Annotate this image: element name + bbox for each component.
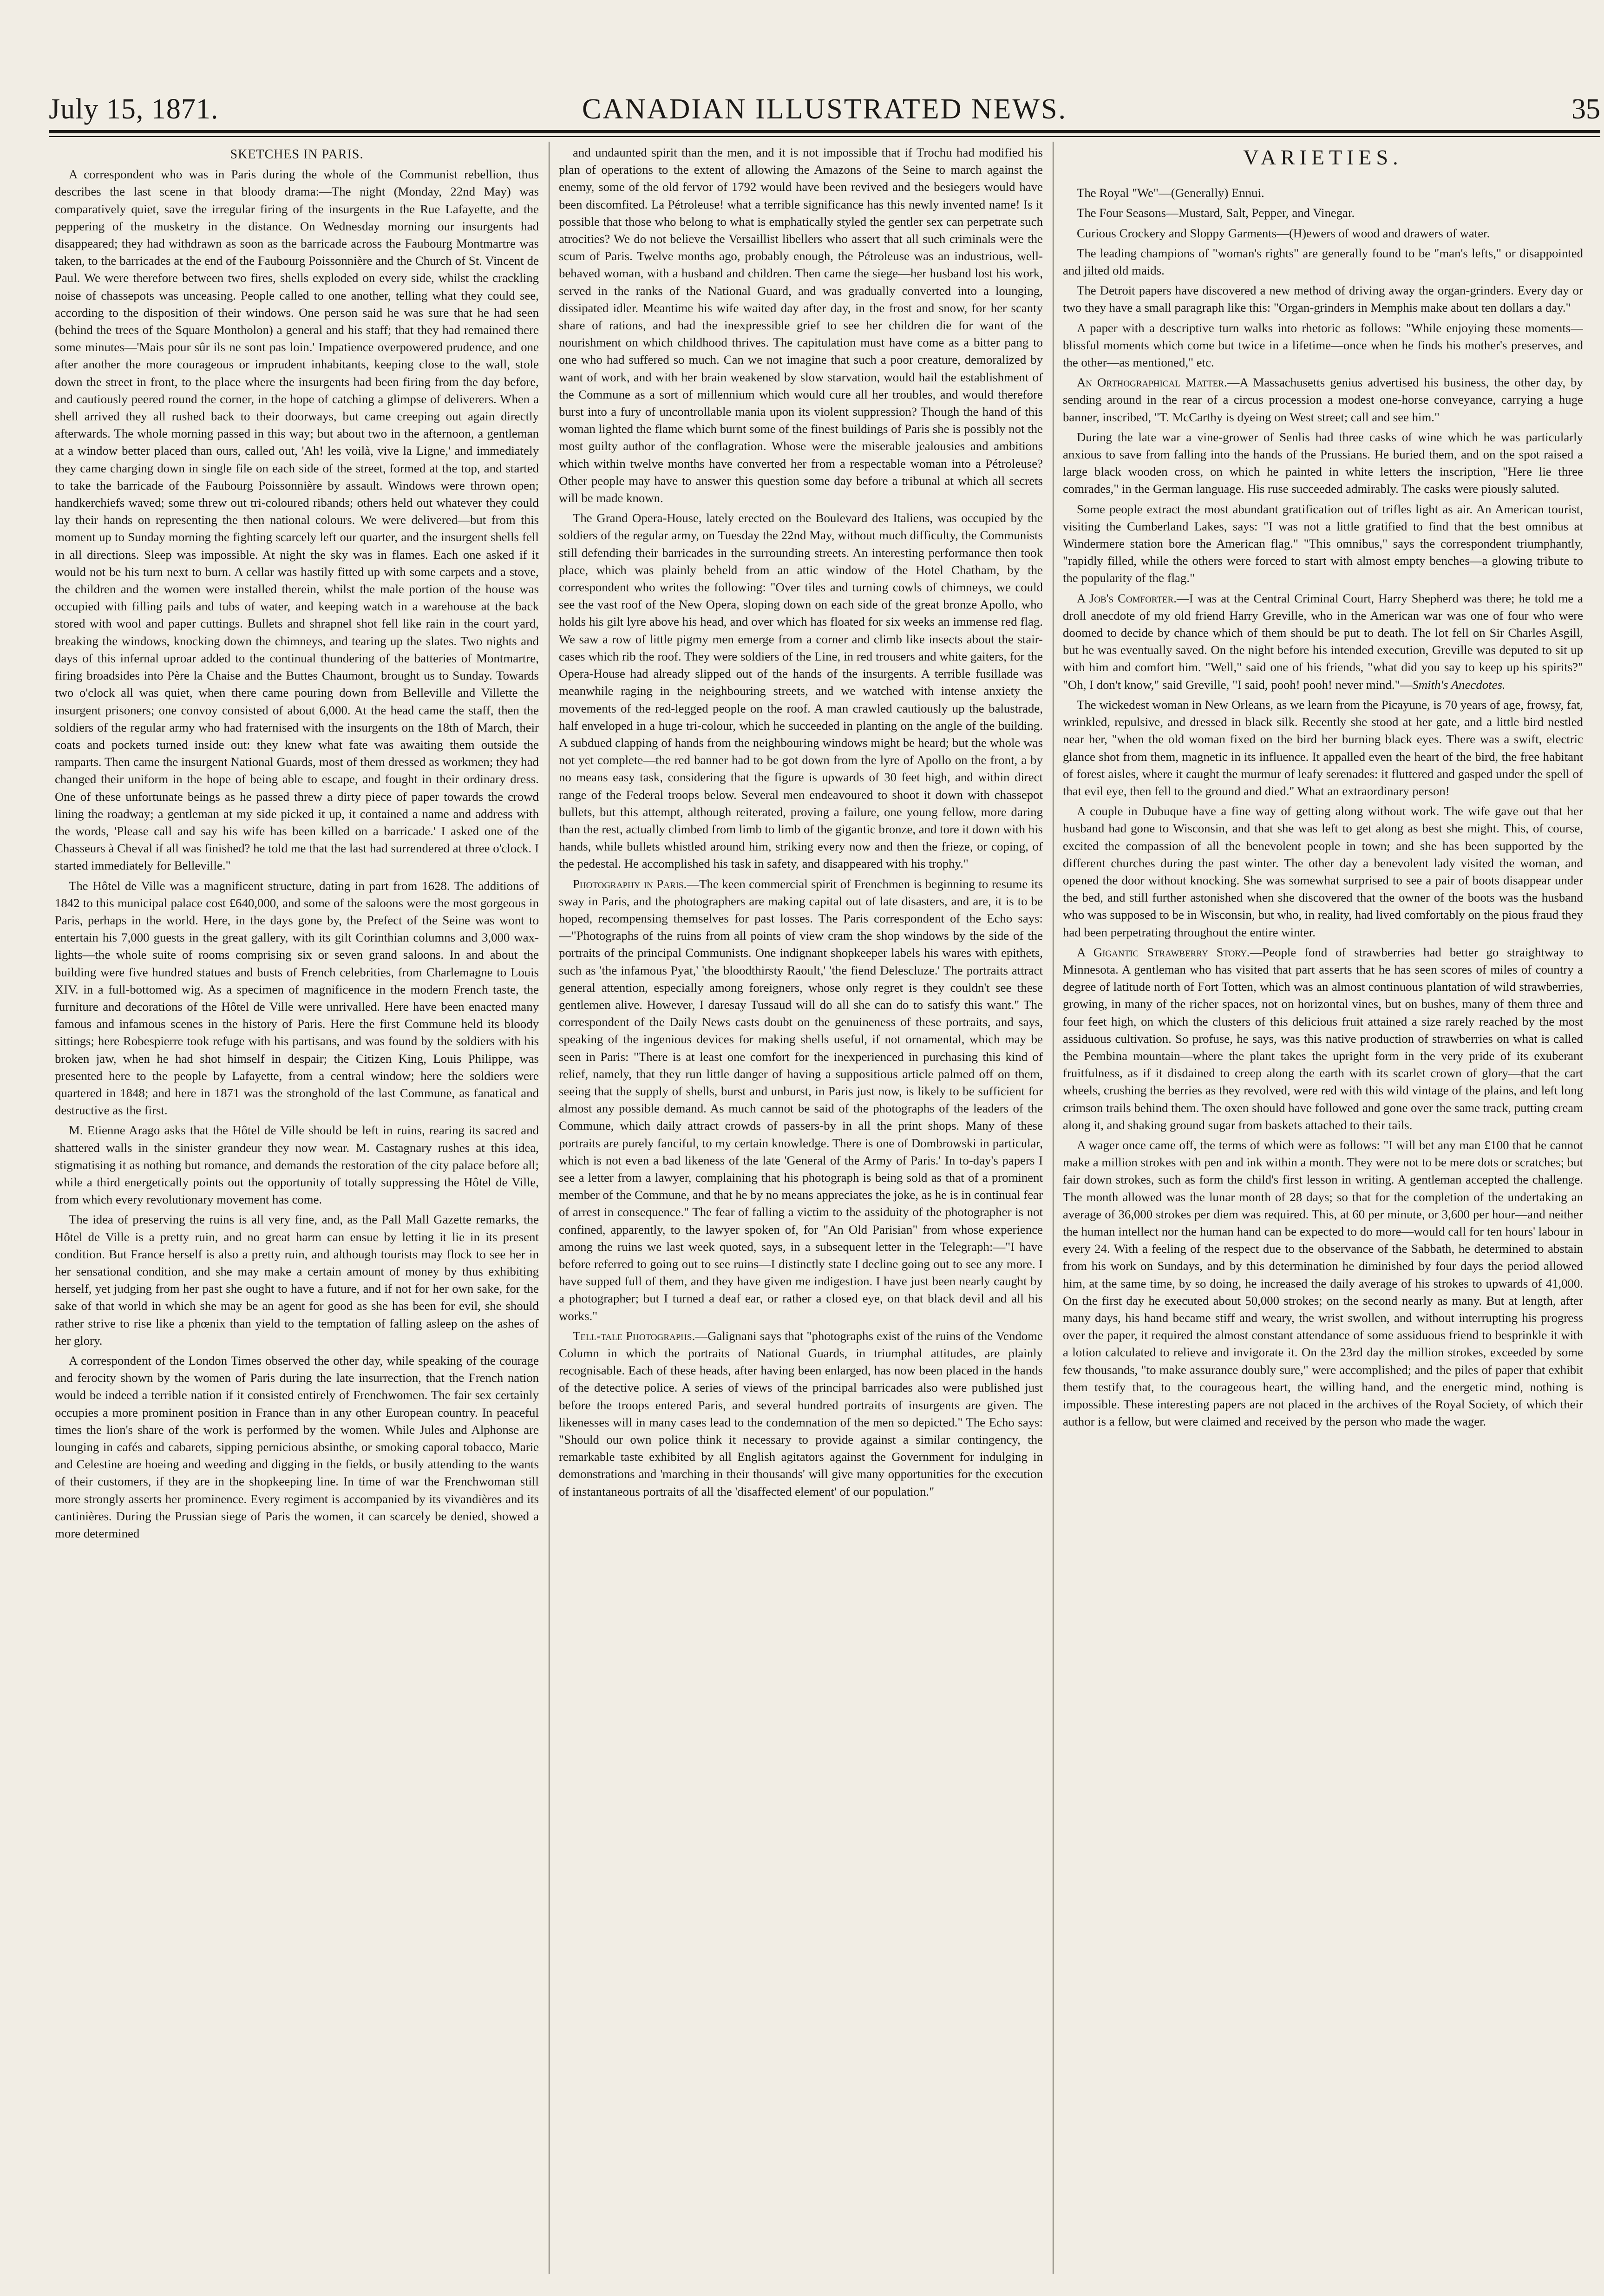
paragraph: A correspondent who was in Paris during the whole of the Communist rebellion, thus describes the last scene in that bloody drama:—The night (Monday, 22nd May) was comparatively quiet, save the irregular firing of the insurgents in the Rue Lafayette, and the peppering of the musketry in the distance. On Wednesday morning our insurgents had disappeared; they had withdrawn as soon as the barricade across the Faubourg Montmartre was taken, to the barricades at the end of the Faubourg Poissonnière and the Church of St. Vincent de Paul. We were therefore between two fires, shells exploded on every side, whilst the crackling noise of chassepots was unceasing. People called to one another, telling what they could see, according to the disposition of their windows. One person said he was sure that he had seen (behind the trees of the Square Montholon) a general and his staff; that they had remained there some minutes—'Mais pour sûr ils ne sont pas loin.' Impatience overpowered prudence, and one after another the more courageous or imprudent inhabitants, keeping close to the wall, stole down the street in front, to the place where the insurgents had been firing from the day before, and cautiously peered round the corner, in the hope of catching a glimpse of deliverers. When a shell arrived they all rushed back to their doorways, but came creeping out again directly afterwards. The whole morning passed in this way; but about two in the afternoon, a gentleman at a window better placed than ours, called out, 'Ah! les voilà, vive la Ligne,' and immediately they came charging down in single file on each side of the street, formed at the top, and started to take the barricade of the Faubourg Poissonnière by assault. Windows were thrown open; handkerchiefs waved; some threw out tri-coloured ribands; others held out whatever they could lay their hands on representing the then national colours. We were delivered—but from this moment up to Sunday morning the fighting scarcely left our quarter, and the insurgent shells fell in all directions. Sleep was impossible. At night the sky was in flames. Each one asked if it would not be his turn next to burn. A cellar was hastily fitted up with some carpets and a stove, the children and the women were installed therein, whilst the male portion of the house was occupied with filling pails and tubs of water, and keeping watch in a warehouse at the back stored with wool and paper cuttings. Bullets and shrapnel shot fell like rain in the court yard, breaking the windows, knocking down the chimneys, and tearing up the slates. Two nights and days of this infernal uproar added to the continual thundering of the batteries of Montmartre, firing broadsides into Père la Chaise and the Buttes Chaumont, brought us to Sunday. Towards two o'clock all was quiet, when there came pouring down from Belleville and Villette the insurgent prisoners; one convoy consisted of about 6,000. At the head came the staff, then the soldiers of the regular army who had fraternised with the insurgents on the 18th of March, their coats and pockets turned inside out: they knew what fate was awaiting them outside the ramparts. Then came the insurgent National Guards, most of them dressed as workmen; they had changed their uniform in the hope of being able to escape, and fought in their ordinary dress. One of these unfortunate beings as he passed threw a dirty piece of paper towards the crowd lining the roadway; a gentleman at my side picked it up, it contained a name and address with the words, 'Please call and say his wife has been killed on a barricade.' I asked one of the Chasseurs à Cheval if all was finished? he told me that the last had surrendered at three o'clock. I started immediately for Belleville." (55, 167, 539, 873)
paragraph: and undaunted spirit than the men, and it is not impossible that if Trochu had modified his plan of operations to the extent of allowing the Amazons of the Seine to march against the enemy, some of the old fervor of 1792 would have been revived and the besiegers would have been discomfited. La Pétroleuse! what a terrible significance has this newly invented name! Is it possible that those who belong to what is emphatically styled the gentler sex can perpetrate such atrocities? We do not believe the Versaillist libellers who assert that all such criminals were the scum of Paris. Twelve months ago, probably enough, the Pétroleuse was an industrious, well-behaved woman, with a husband and children. Then came the siege—her husband lost his work, served in the ranks of the National Guard, and was gradually converted into a lounging, dissipated idler. Meantime his wife waited day after day, in the frost and snow, for her scanty share of rations, and had the inexpressible grief to see her children die for want of the nourishment on which childhood thrives. The capitulation must have come as a bitter pang to one who had suffered so much. Can we not imagine that such a poor creature, demoralized by want of work, and with her brain weakened by slow starvation, would hail the establishment of the Commune as a sort of millennium which would cure all her troubles, and would therefore burst into a fury of uncontrollable mania upon its violent suppression? Though the hand of this woman lighted the flame which burnt some of the finest buildings of Paris she is possibly not the most guilty author of the conflagration. Whose were the miserable jealousies and ambitions which within twelve months have converted her from a respectable woman into a Pétroleuse? Other people may have to answer this question some day before a tribunal at which all secrets will be made known. (559, 145, 1043, 505)
paragraph: A paper with a descriptive turn walks into rhetoric as follows: "While enjoying these moments—blissful moments which come but twice in a lifetime—once when he finds his mother's preserves, and the other—as mentioned," etc. (1063, 321, 1583, 370)
newspaper-title: CANADIAN ILLUSTRATED NEWS. (582, 93, 1067, 125)
section-lead-orthographical-matter: An Orthographical Matter. (1077, 375, 1227, 390)
paragraph: The Royal "We"—(Generally) Ennui. (1077, 186, 1264, 200)
section-lead-tell-tale-photographs: Tell-tale Photographs. (573, 1328, 695, 1343)
section-heading-varieties: VARIETIES. (1243, 145, 1403, 169)
paragraph (1063, 590, 1583, 693)
paragraph: The wickedest woman in New Orleans, as we learn from the Picayune, is 70 years of age, frowsy, fat, wrinkled, repulsive, and dressed in black silk. Recently she stood at her gate, and a little bird nestled near her, "when the old woman fixed on the bird her burning black eyes. There was a swift, electric glance shot from them, magnetic in its influence. It appalled even the heart of the bird, the free habitant of forest aisles, where it caught the murmur of leafy serenades: it fluttered and gasped under the spell of that evil eye, then fell to the ground and died." What an extraordinary person! (1063, 697, 1583, 798)
paragraph: The idea of preserving the ruins is all very fine, and, as the Pall Mall Gazette remarks, the Hôtel de Ville is a pretty ruin, and no great harm can ensue by letting it lie in its present condition. But France herself is also a pretty ruin, and although tourists may flock to see her in her sensational condition, and she may make a certain amount of money by thus exhibiting herself, yet judging from her past she ought to have a future, and if not for her own sake, for the sake of that world in which she may be an agent for good as she has been for evil, she should rather strive to rise like a phœnix than yield to the temptation of falling asleep on the ashes of her glory. (55, 1212, 539, 1348)
paragraph: A couple in Dubuque have a fine way of getting along without work. The wife gave out that her husband had gone to Wisconsin, and that she was left to get along as best she might. This, of course, excited the compassion of all the benevolent people in town; and she has been supported by the different churches during the past winter. The other day a benevolent lady visited the woman, and opened the door without knocking. She was somewhat surprised to see a pair of boots disappear under the bed, and still further astonished when she discovered that the owner of the boots was the husband who was supposed to be in Wisconsin, but who, in reality, had lived comfortably on the pious fraud they had been perpetrating throughout the entire winter. (1063, 804, 1583, 939)
issue-date: July 15, 1871. (49, 93, 219, 125)
paragraph: During the late war a vine-grower of Senlis had three casks of wine which he was particularly anxious to save from falling into the hands of the Prussians. He buried them, and on the spot raised a large black wooden cross, on which he painted in white letters the inscription, "Here lie three comrades," in the German language. His ruse succeeded admirably. The casks were piously saluted. (1063, 430, 1583, 496)
source-citation: Smith's Anecdotes. (1412, 677, 1506, 692)
paragraph: A wager once came off, the terms of which were as follows: "I will bet any man £100 that he cannot make a million strokes with pen and ink within a month. They were not to be mere dots or scratches; but fair down strokes, such as form the child's first lesson in writing. A gentleman accepted the challenge. The month allowed was the lunar month of 28 days; so that for the completion of the undertaking an average of 36,000 strokes per diem was required. This, at 60 per minute, or 3,600 per hour—and neither the human intellect nor the human hand can be expected to do more—would call for ten hours' labour in every 24. With a feeling of the respect due to the observance of the Sabbath, he determined to abstain from his work on Sundays, and by this determination he diminished by four days the period allowed him, at the same time, by so doing, he increased the daily average of his strokes to upwards of 41,000. On the first day he executed about 50,000 strokes; on the second nearly as many. But at length, after many days, his hand became stiff and weary, the wrist swollen, and without interrupting his progress over the paper, it required the almost constant attendance of some assiduous friend to besprinkle it with a lotion calculated to relieve and invigorate it. On the 23rd day the million strokes, exceeded by some few thousands, "to make assurance doubly sure," were accomplished; and the piles of paper that exhibit them testify that, to the courageous heart, the willing hand, and the energetic mind, nothing is impossible. These interesting papers are not placed in the archives of the Royal Society, of which their author is a fellow, but were claimed and received by the person who made the wager. (1063, 1138, 1583, 1429)
paragraph (1063, 374, 1583, 426)
paragraph-text: —A Massachusetts genius advertised his business, the other day, by sending around in the rear of a circus procession a modest one-horse conveyance, carrying a huge banner, inscribed, "T. McCarthy is dyeing on West street; call and see him." (1063, 375, 1583, 424)
section-lead-photography-in-paris: Photography in Paris. (573, 877, 687, 891)
masthead-rule-thin (49, 136, 1600, 137)
paragraph: Curious Crockery and Sloppy Garments—(H)ewers of wood and drawers of water. (1077, 226, 1490, 240)
column-continued-articles (559, 144, 1043, 2271)
masthead-rule-thick (49, 130, 1600, 133)
section-lead-jobs-comforter: A Job's Comforter. (1077, 591, 1177, 605)
paragraph (1063, 944, 1583, 1134)
paragraph: The Grand Opera-House, lately erected on the Boulevard des Italiens, was occupied by the soldiers of the regular army, on Tuesday the 22nd May, without much difficulty, the Communists still defending their barricades in the surrounding streets. An interesting performance then took place, which was plainly beheld from an attic window of the Hotel Chatham, by the correspondent who writes the following: "Over tiles and turning cowls of chimneys, we could see the vast roof of the New Opera, sloping down on each side of the great bronze Apollo, who holds his gilt lyre above his head, and over which has floated for six weeks an immense red flag. We saw a row of little pigmy men emerge from a corner and climb like insects about the stair-cases which rib the roof. They were soldiers of the Line, in red trousers and white gaiters, for the Opera-House had already slipped out of the hands of the insurgents. A terrible fusillade was meanwhile raging in the neighbouring streets, and we watched with intense anxiety the movements of the red-legged people on the roof. A man crawled cautiously up the balustrade, half enveloped in a huge tri-colour, which he succeeded in planting on the angle of the building. A subdued clapping of hands from the neighbouring windows might be heard; but the whole was not yet complete—the red banner had to be got down from the lyre of Apollo on the front, a by no means easy task, considering that the figure is upwards of 30 feet high, and within direct range of the Federal troops below. Several men endeavoured to shoot it down with chassepot bullets, but this attempt, although reiterated, proving a failure, one young fellow, more daring than the rest, actually climbed from limb to limb of the gigantic bronze, and tore it down with his hands, while bullets whistled around him, striking every now and then the frieze, or coping, of the pedestal. He accomplished his task in safety, and disappeared with his trophy." (559, 511, 1043, 871)
paragraph-text: —The keen commercial spirit of Frenchmen is beginning to resume its sway in Paris, and the photographers are making capital out of late disasters, and are, it is to be hoped, recompensing themselves for past losses. The Paris correspondent of the Echo says:—"Photographs of the ruins from all points of view cram the shop windows by the side of the portraits of the principal Communists. One indignant shopkeeper labels his wares with epithets, such as 'the infamous Pyat,' 'the bloodthirsty Raoult,' 'the fiend Delescluze.' The portraits attract general attention, especially among foreigners, whose only regret is they couldn't see these gentlemen alive. However, I daresay Tussaud will do all she can do to satisfy this want." The correspondent of the Daily News casts doubt on the genuineness of these portraits, and says, speaking of the ingenious devices for making shells useful, if not ornamental, which may be seen in Paris: "There is at least one comfort for the inexperienced in purchasing this kind of relief, namely, that they run little danger of having a suppositious article palmed off on them, seeing that the supply of shells, burst and unburst, in Paris just now, is likely to be sufficient for almost any possible demand. As much cannot be said of the photographs of the leaders of the Commune, which daily attract crowds of passers-by in all the print shops. Many of these portraits are purely fanciful, to my certain knowledge. There is one of Dombrowski in particular, which is not even a bad likeness of the late 'General of the Army of Paris.' In to-day's papers I see a letter from a lawyer, complaining that his photograph is being sold as that of a prominent member of the Commune, and that he by no means appreciates the joke, as he is in continual fear of arrest in consequence." The fear of falling a victim to the assiduity of the photographer is not confined, apparently, to the lawyer spoken of, for "An Old Parisian" from whose experience among the ruins we last week quoted, says, in a subsequent letter in the Telegraph:—"I have before referred to going out to see ruins—I distinctly state I decline going out to see any more. I have supped full of them, and they have given me indigestion. I have just been nearly caught by a photographer; but I turned a deaf ear, or rather a closed eye, on that black devil and all his works." (559, 877, 1043, 1323)
paragraph: A correspondent of the London Times observed the other day, while speaking of the courage and ferocity shown by the women of Paris during the late insurrection, that the French nation would be indeed a terrible nation if it consisted entirely of Frenchwomen. The fair sex certainly occupies a more prominent position in France than in any other European country. In peaceful times the lion's share of the work is performed by the women. While Jules and Alphonse are lounging in cafés and cabarets, sipping pernicious absinthe, or smoking caporal tobacco, Marie and Celestine are hoeing and weeding and digging in the fields, or busily attending to the wants of their customers, if they are in the shopkeeping line. In time of war the Frenchwoman still more strongly asserts her prominence. Every regiment is accompanied by its vivandières and its cantinières. During the Prussian siege of Paris the women, it can scarcely be denied, showed a more determined (55, 1354, 539, 1541)
paragraph-text: —I was at the Central Criminal Court, Harry Shepherd was there; he told me a droll anecdote of my old friend Harry Greville, who in the American war was one of four who were doomed to decide by chance which of them should be put to death. The lot fell on Sir Charles Asgill, but he was eventually saved. On the night before his intended execution, Greville was deputed to sit up with him and comfort him. "Well," said one of his friends, "what did you say to keep up his spirits?" "Oh, I don't know," said Greville, "I said, pooh! pooh! never mind."— (1063, 591, 1583, 692)
paragraph: Some people extract the most abundant gratification out of trifles light as air. An American tourist, visiting the Cumberland Lakes, says: "I was not a little gratified to find that the best omnibus at Windermere station bore the American flag." "This omnibus," says the correspondent triumphantly, "rapidly filled, while the others were forced to start with almost empty benches—a glowing tribute to the popularity of the flag." (1063, 502, 1583, 585)
paragraph (559, 876, 1043, 1325)
paragraph: The Detroit papers have discovered a new method of driving away the organ-grinders. Every day or two they have a small paragraph like this: "Organ-grinders in Memphis make about ten dollars a day." (1063, 283, 1583, 315)
paragraph: The Four Seasons—Mustard, Salt, Pepper, and Vinegar. (1077, 206, 1355, 220)
paragraph-text: —People fond of strawberries had better go straightway to Minnesota. A gentleman who has visited that part asserts that he has seen scores of miles of country a degree of latitude north of Fort Totten, which was an almost continuous plantation of wild strawberries, growing, in many of the richer spaces, not on horizontal vines, but on bushes, many of them three and four feet high, on which the clusters of this delicious fruit attained a size rarely reached by the most assiduous cultivation. So profuse, he says, was this native production of strawberries on what is called the Pembina mountain—where the plant takes the upright form in the very pride of its exuberant fruitfulness, as if it disdained to creep along the earth with its scarlet crown of glory—that the cart wheels, crushing the berries as they revolved, were red with this wild vintage of the plains, and left long crimson trails behind them. The oxen should have followed and gone over the same track, putting cream along it, and shaking ground sugar from baskets attached to their tails. (1063, 945, 1583, 1132)
masthead (49, 91, 1600, 128)
paragraph-text: —Galignani says that "photographs exist of the ruins of the Vendome Column in which the portraits of National Guards, in triumphal attitudes, are plainly recognisable. Each of these heads, after having been enlarged, has now been placed in the hands of the detective police. A series of views of the principal barricades also were published just before the troops entered Paris, and several hundred portraits of insurgents are given. The likenesses will in many cases lead to the condemnation of the men so depicted." The Echo says: "Should our own police think it necessary to provide against a similar contingency, the remarkable taste exhibited by all English agitators against the Government for indulging in demonstrations and 'marching in their thousands' will give many opportunities for the execution of instantaneous portraits of all the 'disaffected element' of our population." (559, 1328, 1043, 1498)
section-lead-gigantic-strawberry-story: A Gigantic Strawberry Story. (1077, 945, 1250, 959)
paragraph: The leading champions of "woman's rights" are generally found to be "man's lefts," or disappointed and jilted old maids. (1063, 246, 1583, 278)
page-number: 35 (1571, 93, 1600, 125)
column-divider-1 (549, 142, 550, 2274)
paragraph: M. Etienne Arago asks that the Hôtel de Ville should be left in ruins, rearing its sacred and shattered walls in the sinister grandeur they now wear. M. Castagnary rushes at this idea, stigmatising it as nothing but romance, and demands the restoration of the city palace before all; while a third energetically points out the opportunity of totally suppressing the Hôtel de Ville, from which every revolutionary movement has come. (55, 1123, 539, 1207)
column-varieties (1063, 144, 1583, 2271)
paragraph: The Hôtel de Ville was a magnificent structure, dating in part from 1628. The additions of 1842 to this municipal palace cost £640,000, and some of the saloons were the most gorgeous in Paris, perhaps in the world. Here, in the days gone by, the Prefect of the Seine was wont to entertain his 7,000 guests in the great gallery, with its gilt Corinthian columns and 3,000 wax-lights—the whole suite of rooms comprising six or seven grand saloons. In and about the building were five hundred statues and busts of French celebrities, from Charlemagne to Louis XIV. in a full-bottomed wig. As a specimen of magnificence in the modern French taste, the furniture and decorations of the Hôtel de Ville were unrivalled. Here have been enacted many famous and infamous scenes in the history of Paris. Here the first Commune held its bloody sittings; here Robespierre took refuge with his partisans, and was found by the soldiers with his broken jaw, when he had shot himself in despair; the Citizen King, Louis Philippe, was presented here to the people by Lafayette, from a central window; here the soldiers were quartered in 1848; and here in 1871 was the stronghold of the last Commune, as fanatical and destructive as the first. (55, 878, 539, 1118)
column-divider-2 (1053, 142, 1054, 2274)
article-heading-sketches-in-paris: SKETCHES IN PARIS. (230, 147, 364, 162)
column-sketches-in-paris (55, 144, 539, 2271)
paragraph (559, 1328, 1043, 1500)
